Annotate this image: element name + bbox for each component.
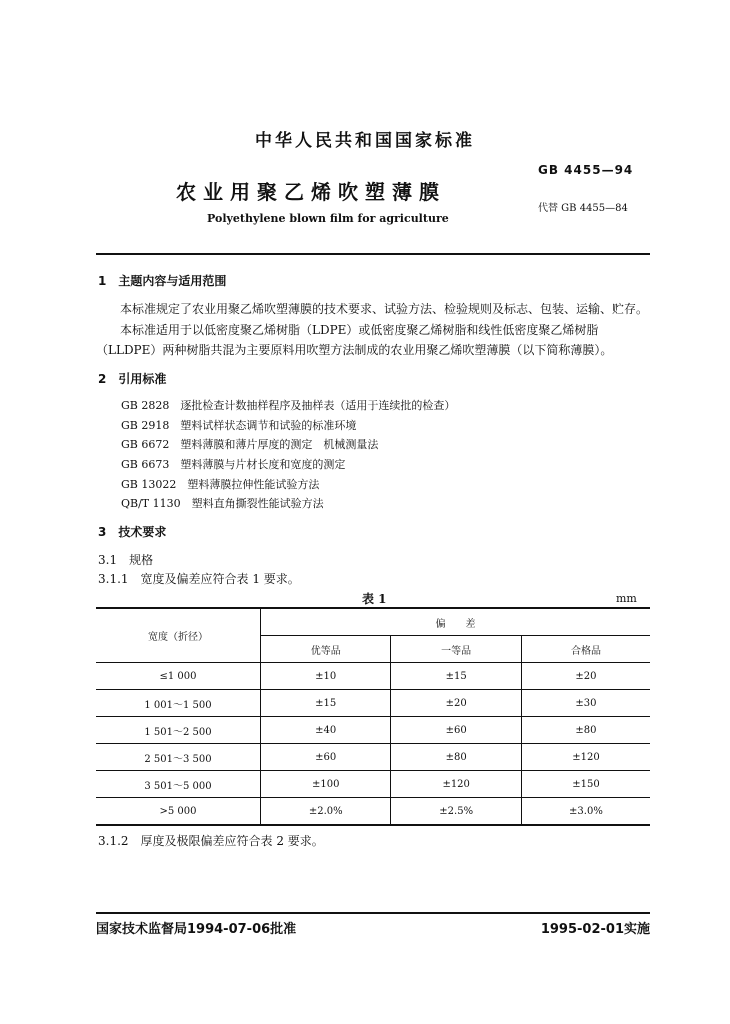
reference-item: GB 6672 塑料薄膜和薄片厚度的测定 机械测量法 <box>121 438 379 451</box>
table-cell: 2 501～3 500 <box>96 744 261 771</box>
table-cell: 1 001～1 500 <box>96 690 261 717</box>
table-row <box>96 798 650 826</box>
table-cell: ±3.0% <box>521 798 650 826</box>
table-cell: ±120 <box>521 744 650 771</box>
table-cell: ±120 <box>391 771 521 798</box>
table-cell: ±2.0% <box>261 798 391 826</box>
table-row <box>96 663 650 690</box>
section3-1-2-text: 3.1.2 厚度及极限偏差应符合表 2 要求。 <box>98 834 324 848</box>
table-cell: ±150 <box>521 771 650 798</box>
reference-item: GB 13022 塑料薄膜拉伸性能试验方法 <box>121 478 320 491</box>
table-cell: ±100 <box>261 771 391 798</box>
title-cn: 农业用聚乙烯吹塑薄膜 <box>176 180 446 204</box>
table-row <box>96 771 650 798</box>
column-header-grade: 优等品 <box>261 636 391 663</box>
reference-item: GB 6673 塑料薄膜与片材长度和宽度的测定 <box>121 458 346 471</box>
table-cell: ±10 <box>261 663 391 690</box>
approval-date: 国家技术监督局1994-07-06批准 <box>96 922 297 937</box>
reference-item: GB 2918 塑料试样状态调节和试验的标准环境 <box>121 419 357 432</box>
table-1 <box>96 607 650 826</box>
column-header-width: 宽度（折径） <box>96 608 261 663</box>
section2-heading: 2 引用标准 <box>98 372 167 386</box>
table-cell: ±40 <box>261 717 391 744</box>
table-row <box>96 717 650 744</box>
replaces-code: 代替 GB 4455—84 <box>538 203 628 214</box>
column-header-grade: 合格品 <box>521 636 650 663</box>
table-cell: ±30 <box>521 690 650 717</box>
table-cell: ±20 <box>391 690 521 717</box>
section3-1-heading: 3.1 规格 <box>98 553 154 567</box>
table-cell: 1 501～2 500 <box>96 717 261 744</box>
table-cell: ±60 <box>391 717 521 744</box>
table-unit: mm <box>616 592 637 605</box>
standard-code: GB 4455—94 <box>538 163 634 177</box>
section3-1-1-text: 3.1.1 宽度及偏差应符合表 1 要求。 <box>98 572 300 586</box>
table-cell: ±20 <box>521 663 650 690</box>
section1-paragraph-2a: 本标准适用于以低密度聚乙烯树脂（LDPE）或低密度聚乙烯树脂和线性低密度聚乙烯树脂 <box>120 323 599 337</box>
table-row <box>96 744 650 771</box>
footer-divider <box>96 912 650 914</box>
header-divider <box>96 253 650 255</box>
reference-item: GB 2828 逐批检查计数抽样程序及抽样表（适用于连续批的检查） <box>121 399 456 412</box>
section3-heading: 3 技术要求 <box>98 525 167 539</box>
table-row <box>96 690 650 717</box>
table-caption: 表 1 <box>362 592 387 606</box>
section1-paragraph-2b: （LLDPE）两种树脂共混为主要原料用吹塑方法制成的农业用聚乙烯吹塑薄膜（以下简称薄膜）。 <box>96 343 613 357</box>
column-header-deviation: 偏 差 <box>261 608 651 636</box>
table-cell: ±80 <box>391 744 521 771</box>
title-en: Polyethylene blown film for agriculture <box>207 212 449 225</box>
table-cell: ±80 <box>521 717 650 744</box>
table-cell: ±60 <box>261 744 391 771</box>
table-cell: 3 501～5 000 <box>96 771 261 798</box>
table-cell: ±2.5% <box>391 798 521 826</box>
implementation-date: 1995-02-01实施 <box>540 922 650 937</box>
national-standard-heading: 中华人民共和国国家标准 <box>255 131 475 151</box>
table-cell: ±15 <box>391 663 521 690</box>
column-header-grade: 一等品 <box>391 636 521 663</box>
section1-heading: 1 主题内容与适用范围 <box>98 274 227 288</box>
reference-item: QB/T 1130 塑料直角撕裂性能试验方法 <box>121 497 324 510</box>
table-cell: >5 000 <box>96 798 261 826</box>
table-cell: ±15 <box>261 690 391 717</box>
table-cell: ≤1 000 <box>96 663 261 690</box>
section1-paragraph-1: 本标准规定了农业用聚乙烯吹塑薄膜的技术要求、试验方法、检验规则及标志、包装、运输、贮存。 <box>120 302 649 316</box>
